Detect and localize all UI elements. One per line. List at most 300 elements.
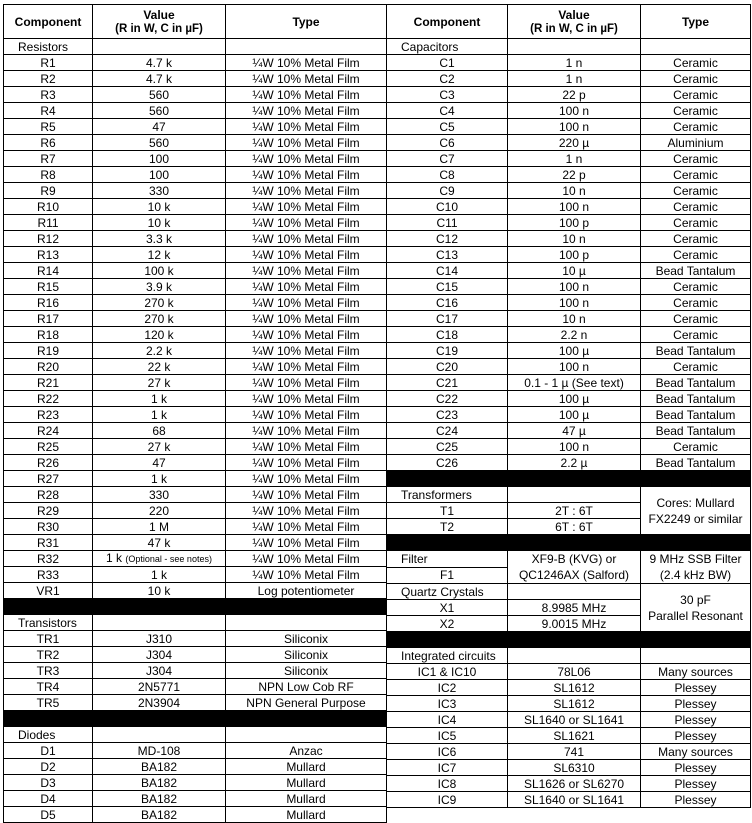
type-cell: ¼W 10% Metal Film xyxy=(226,327,387,343)
header-type: Type xyxy=(226,5,387,39)
crystal-type-cell xyxy=(641,584,751,632)
value-cell xyxy=(93,119,226,135)
value-text: 100 n xyxy=(558,295,590,310)
component-cell: C15 xyxy=(387,279,508,295)
type-cell: ¼W 10% Metal Film xyxy=(226,503,387,519)
filter-type-cell: 9 MHz SSB Filter (2.4 kHz BW) xyxy=(641,551,751,584)
table-row xyxy=(4,807,387,823)
component-cell: C25 xyxy=(387,439,508,455)
value-text: 3.9 k xyxy=(145,279,172,294)
type-cell: ¼W 10% Metal Film xyxy=(226,567,387,583)
value-text: 100 n xyxy=(558,103,590,118)
type-cell: Plessey xyxy=(641,792,751,808)
type-cell: Aluminium xyxy=(641,135,751,151)
table-row xyxy=(4,215,387,231)
component-cell: R30 xyxy=(4,519,93,535)
left-parts-table xyxy=(3,4,387,823)
value-cell xyxy=(508,119,641,135)
component-cell: R8 xyxy=(4,167,93,183)
value-cell xyxy=(93,663,226,679)
component-cell: D1 xyxy=(4,743,93,759)
value-text: 27 k xyxy=(147,439,171,454)
type-cell: ¼W 10% Metal Film xyxy=(226,199,387,215)
value-cell xyxy=(508,199,641,215)
component-cell: R28 xyxy=(4,487,93,503)
table-row xyxy=(4,743,387,759)
type-cell: ¼W 10% Metal Film xyxy=(226,279,387,295)
value-cell xyxy=(93,199,226,215)
separator-bar xyxy=(4,711,387,727)
component-cell: R1 xyxy=(4,55,93,71)
type-cell: Anzac xyxy=(226,743,387,759)
value-text: 1 k xyxy=(150,567,167,582)
value-cell xyxy=(508,135,641,151)
component-cell: R25 xyxy=(4,439,93,455)
component-cell: C23 xyxy=(387,407,508,423)
value-cell xyxy=(508,712,641,728)
table-row xyxy=(387,664,751,680)
table-row xyxy=(387,71,751,87)
table-row xyxy=(4,407,387,423)
component-cell: IC8 xyxy=(387,776,508,792)
type-cell: Ceramic xyxy=(641,215,751,231)
table-row xyxy=(387,167,751,183)
table-row xyxy=(387,680,751,696)
table-row xyxy=(4,375,387,391)
type-cell: Siliconix xyxy=(226,631,387,647)
header-value-title: Value xyxy=(558,7,590,22)
value-text: 1 k xyxy=(150,391,167,406)
section-title: Transistors xyxy=(4,615,93,631)
component-cell: R15 xyxy=(4,279,93,295)
value-cell xyxy=(93,391,226,407)
value-cell xyxy=(508,359,641,375)
value-text: 47 k xyxy=(147,535,171,550)
value-text: 560 xyxy=(148,103,170,118)
component-cell: TR4 xyxy=(4,679,93,695)
value-text: 100 n xyxy=(558,439,590,454)
component-cell: D5 xyxy=(4,807,93,823)
table-row xyxy=(4,439,387,455)
value-text: 22 k xyxy=(147,359,171,374)
value-text: J310 xyxy=(145,631,173,646)
component-cell: R3 xyxy=(4,87,93,103)
value-text: 10 k xyxy=(147,215,171,230)
separator-bar xyxy=(4,599,387,615)
separator-cell xyxy=(4,711,387,727)
table-row xyxy=(4,327,387,343)
table-row xyxy=(387,263,751,279)
type-cell: ¼W 10% Metal Film xyxy=(226,231,387,247)
value-cell: 9.0015 MHz xyxy=(508,616,641,632)
type-cell: Plessey xyxy=(641,776,751,792)
table-row xyxy=(387,311,751,327)
value-text: BA182 xyxy=(140,791,178,806)
component-cell: X1 xyxy=(387,600,508,616)
component-cell: C14 xyxy=(387,263,508,279)
type-cell: ¼W 10% Metal Film xyxy=(226,135,387,151)
value-cell xyxy=(508,391,641,407)
type-cell: ¼W 10% Metal Film xyxy=(226,55,387,71)
table-row xyxy=(387,327,751,343)
type-cell: Ceramic xyxy=(641,439,751,455)
value-cell xyxy=(508,455,641,471)
empty-cell xyxy=(641,648,751,664)
filter-value-line1: XF9-B (KVG) or xyxy=(531,552,617,566)
empty-cell xyxy=(93,615,226,631)
value-cell xyxy=(508,87,641,103)
type-cell: ¼W 10% Metal Film xyxy=(226,151,387,167)
value-text: 1 n xyxy=(565,151,583,166)
table-row xyxy=(4,551,387,567)
value-cell xyxy=(93,567,226,583)
type-cell: Plessey xyxy=(641,760,751,776)
value-cell xyxy=(93,407,226,423)
component-cell: R24 xyxy=(4,423,93,439)
type-cell: ¼W 10% Metal Film xyxy=(226,71,387,87)
table-row xyxy=(387,712,751,728)
component-cell: R32 xyxy=(4,551,93,567)
value-text: 100 k xyxy=(144,263,174,278)
component-cell: TR5 xyxy=(4,695,93,711)
value-text: SL1612 xyxy=(553,680,595,695)
type-cell: Ceramic xyxy=(641,55,751,71)
value-text: 560 xyxy=(148,135,170,150)
type-cell: ¼W 10% Metal Film xyxy=(226,535,387,551)
value-cell xyxy=(93,551,226,567)
table-row xyxy=(4,151,387,167)
header-value xyxy=(93,5,226,39)
value-text: 2.2 k xyxy=(145,343,172,358)
value-cell xyxy=(508,311,641,327)
component-cell: IC1 & IC10 xyxy=(387,664,508,680)
table-row xyxy=(4,487,387,503)
type-cell: Ceramic xyxy=(641,183,751,199)
component-cell: C3 xyxy=(387,87,508,103)
table-row xyxy=(387,375,751,391)
header-value-title: Value xyxy=(143,7,175,22)
table-row xyxy=(387,103,751,119)
value-cell xyxy=(93,791,226,807)
type-cell: Plessey xyxy=(641,696,751,712)
type-cell: Ceramic xyxy=(641,199,751,215)
value-text: SL1626 or SL6270 xyxy=(523,776,625,791)
crystal-type-line1: 30 pF xyxy=(680,592,711,607)
type-cell: ¼W 10% Metal Film xyxy=(226,455,387,471)
separator-bar xyxy=(387,471,751,487)
value-cell xyxy=(508,728,641,744)
type-cell: Ceramic xyxy=(641,231,751,247)
value-text: 10 n xyxy=(562,183,586,198)
table-row xyxy=(387,183,751,199)
value-text: 220 µ xyxy=(558,135,590,150)
component-cell: R11 xyxy=(4,215,93,231)
value-cell xyxy=(508,439,641,455)
type-cell: ¼W 10% Metal Film xyxy=(226,311,387,327)
header-value xyxy=(508,5,641,39)
table-row xyxy=(4,519,387,535)
component-cell: C4 xyxy=(387,103,508,119)
type-cell: Ceramic xyxy=(641,311,751,327)
type-cell: Log potentiometer xyxy=(226,583,387,599)
empty-cell xyxy=(508,487,641,503)
table-row xyxy=(4,135,387,151)
transformer-type-cell: Cores: Mullard FX2249 or similar xyxy=(641,487,751,535)
empty-cell xyxy=(508,39,641,55)
table-row xyxy=(387,231,751,247)
section-title: Capacitors xyxy=(387,39,508,55)
value-text: 12 k xyxy=(147,247,171,262)
value-cell xyxy=(93,807,226,823)
component-cell: D3 xyxy=(4,775,93,791)
value-text: J304 xyxy=(145,647,173,662)
value-text: 100 xyxy=(148,167,170,182)
empty-cell xyxy=(226,615,387,631)
value-cell xyxy=(93,455,226,471)
component-cell: C7 xyxy=(387,151,508,167)
type-cell: Plessey xyxy=(641,712,751,728)
component-cell: R26 xyxy=(4,455,93,471)
value-cell xyxy=(93,375,226,391)
type-cell: ¼W 10% Metal Film xyxy=(226,375,387,391)
value-text: 47 xyxy=(152,455,166,470)
type-cell: ¼W 10% Metal Film xyxy=(226,295,387,311)
table-row xyxy=(387,391,751,407)
empty-cell xyxy=(508,584,641,600)
component-cell: R31 xyxy=(4,535,93,551)
value-text: SL1621 xyxy=(553,728,595,743)
component-cell: R20 xyxy=(4,359,93,375)
table-row xyxy=(387,87,751,103)
table-row xyxy=(4,759,387,775)
section-title: Filter xyxy=(387,551,508,568)
value-cell xyxy=(93,263,226,279)
type-cell: Plessey xyxy=(641,680,751,696)
value-cell xyxy=(93,695,226,711)
separator-cell xyxy=(387,535,751,551)
value-text: 2N3904 xyxy=(137,695,181,710)
value-text: 100 µ xyxy=(558,343,590,358)
component-cell: C2 xyxy=(387,71,508,87)
table-row xyxy=(387,343,751,359)
value-text: 220 xyxy=(148,503,170,518)
value-cell xyxy=(508,183,641,199)
value-cell xyxy=(93,231,226,247)
value-text: 100 n xyxy=(558,279,590,294)
value-cell xyxy=(93,679,226,695)
value-text: 10 k xyxy=(147,199,171,214)
type-cell: Bead Tantalum xyxy=(641,407,751,423)
value-text: 100 µ xyxy=(558,391,590,406)
value-text: 10 n xyxy=(562,231,586,246)
table-row xyxy=(4,679,387,695)
table-row xyxy=(387,744,751,760)
component-cell: C6 xyxy=(387,135,508,151)
value-cell xyxy=(93,343,226,359)
component-cell: R33 xyxy=(4,567,93,583)
table-row xyxy=(387,359,751,375)
value-cell xyxy=(93,279,226,295)
value-cell xyxy=(93,503,226,519)
component-cell: C24 xyxy=(387,423,508,439)
value-text: 120 k xyxy=(144,327,174,342)
component-cell: R9 xyxy=(4,183,93,199)
table-row xyxy=(387,728,751,744)
component-cell: T2 xyxy=(387,519,508,535)
type-cell: Bead Tantalum xyxy=(641,375,751,391)
component-cell: R7 xyxy=(4,151,93,167)
component-cell: C12 xyxy=(387,231,508,247)
table-row xyxy=(387,776,751,792)
component-cell: R16 xyxy=(4,295,93,311)
separator-bar xyxy=(387,535,751,551)
filter-value-line2: QC1246AX (Salford) xyxy=(518,568,630,582)
value-cell xyxy=(508,231,641,247)
value-cell: 2T : 6T xyxy=(508,503,641,519)
value-cell: 8.9985 MHz xyxy=(508,600,641,616)
value-text: 2.2 µ xyxy=(560,455,588,470)
section-header-row xyxy=(387,487,751,503)
component-cell: C26 xyxy=(387,455,508,471)
table-row xyxy=(4,455,387,471)
value-cell xyxy=(93,583,226,599)
type-cell: ¼W 10% Metal Film xyxy=(226,343,387,359)
table-row xyxy=(4,167,387,183)
value-cell xyxy=(508,151,641,167)
empty-cell xyxy=(226,727,387,743)
value-text: SL6310 xyxy=(553,760,595,775)
value-cell xyxy=(93,519,226,535)
component-cell: D2 xyxy=(4,759,93,775)
component-cell: C16 xyxy=(387,295,508,311)
table-row xyxy=(4,791,387,807)
type-cell: ¼W 10% Metal Film xyxy=(226,183,387,199)
value-cell xyxy=(93,295,226,311)
table-row xyxy=(4,247,387,263)
type-cell: ¼W 10% Metal Film xyxy=(226,103,387,119)
component-cell: C17 xyxy=(387,311,508,327)
value-cell xyxy=(93,423,226,439)
value-text: BA182 xyxy=(140,759,178,774)
table-row xyxy=(387,760,751,776)
component-cell: R22 xyxy=(4,391,93,407)
value-text: 100 xyxy=(148,151,170,166)
table-row xyxy=(4,391,387,407)
component-cell: X2 xyxy=(387,616,508,632)
value-cell xyxy=(508,215,641,231)
value-cell xyxy=(508,423,641,439)
type-cell: Ceramic xyxy=(641,71,751,87)
value-cell xyxy=(508,167,641,183)
section-title: Quartz Crystals xyxy=(387,584,508,600)
value-cell xyxy=(508,295,641,311)
table-row xyxy=(4,471,387,487)
separator-cell xyxy=(4,599,387,615)
filter-value-cell xyxy=(508,551,641,584)
table-row xyxy=(4,695,387,711)
component-cell: R10 xyxy=(4,199,93,215)
value-cell xyxy=(93,487,226,503)
value-text: 330 xyxy=(148,487,170,502)
right-parts-table xyxy=(386,4,751,808)
value-cell xyxy=(508,71,641,87)
empty-cell xyxy=(641,39,751,55)
table-row xyxy=(387,55,751,71)
value-cell xyxy=(93,215,226,231)
value-text: 1 n xyxy=(565,71,583,86)
table-row xyxy=(4,359,387,375)
component-cell: C21 xyxy=(387,375,508,391)
value-cell xyxy=(93,759,226,775)
type-cell: Ceramic xyxy=(641,87,751,103)
value-cell xyxy=(93,743,226,759)
section-title: Diodes xyxy=(4,727,93,743)
component-cell: IC5 xyxy=(387,728,508,744)
table-row xyxy=(4,583,387,599)
header-row xyxy=(4,5,387,39)
component-cell: TR2 xyxy=(4,647,93,663)
component-cell: R2 xyxy=(4,71,93,87)
section-header-row xyxy=(4,727,387,743)
type-cell: Mullard xyxy=(226,775,387,791)
value-text: 330 xyxy=(148,183,170,198)
section-title: Integrated circuits xyxy=(387,648,508,664)
component-cell: C20 xyxy=(387,359,508,375)
type-cell: Ceramic xyxy=(641,327,751,343)
table-row xyxy=(4,263,387,279)
value-cell xyxy=(93,135,226,151)
section-title: Transformers xyxy=(387,487,508,503)
component-cell: C13 xyxy=(387,247,508,263)
component-cell: R13 xyxy=(4,247,93,263)
type-cell: ¼W 10% Metal Film xyxy=(226,439,387,455)
type-cell: Ceramic xyxy=(641,103,751,119)
table-row xyxy=(387,199,751,215)
type-cell: Ceramic xyxy=(641,247,751,263)
value-text: 1 M xyxy=(148,519,169,534)
value-cell xyxy=(93,87,226,103)
value-cell xyxy=(508,664,641,680)
table-row xyxy=(387,423,751,439)
component-cell: R4 xyxy=(4,103,93,119)
table-row xyxy=(4,55,387,71)
type-cell: Ceramic xyxy=(641,167,751,183)
type-cell: Plessey xyxy=(641,728,751,744)
value-text: 100 n xyxy=(558,359,590,374)
component-cell: C18 xyxy=(387,327,508,343)
value-text: 270 k xyxy=(144,311,174,326)
type-cell: ¼W 10% Metal Film xyxy=(226,519,387,535)
section-header-row xyxy=(387,551,751,568)
table-row xyxy=(387,792,751,808)
component-cell: R18 xyxy=(4,327,93,343)
table-row xyxy=(387,407,751,423)
value-text: 560 xyxy=(148,87,170,102)
type-cell: NPN Low Cob RF xyxy=(226,679,387,695)
value-cell xyxy=(508,263,641,279)
type-cell: Bead Tantalum xyxy=(641,423,751,439)
value-cell xyxy=(93,55,226,71)
table-row xyxy=(4,199,387,215)
type-cell: Many sources xyxy=(641,744,751,760)
value-text: J304 xyxy=(145,663,173,678)
value-cell xyxy=(508,792,641,808)
type-cell: Mullard xyxy=(226,759,387,775)
component-cell: IC2 xyxy=(387,680,508,696)
type-cell: Ceramic xyxy=(641,295,751,311)
value-cell xyxy=(93,327,226,343)
component-cell: R29 xyxy=(4,503,93,519)
